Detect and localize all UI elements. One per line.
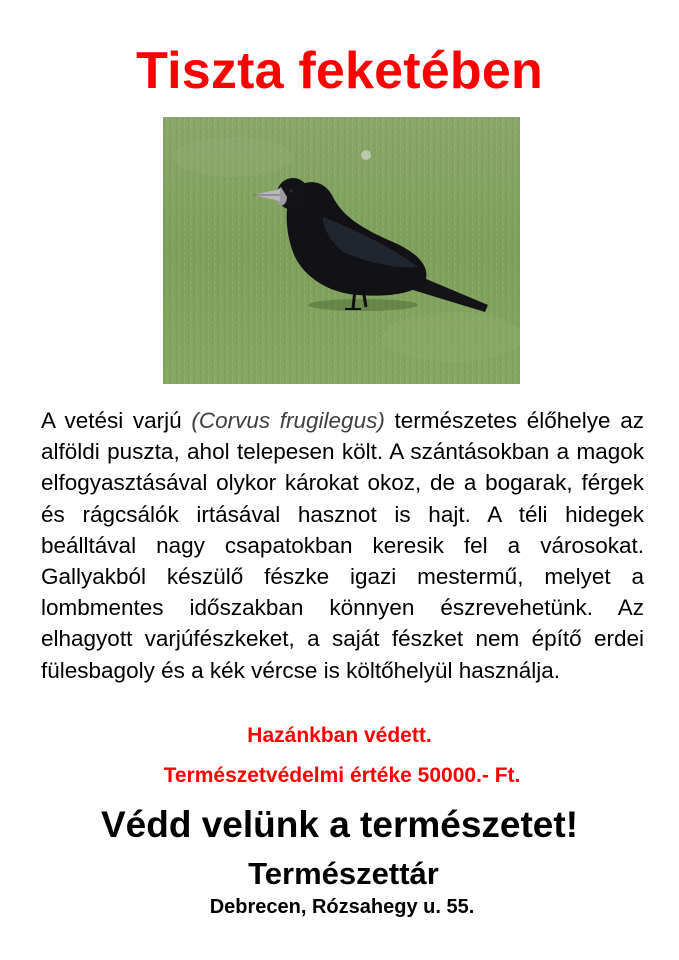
description-intro: A vetési varjú xyxy=(41,408,192,433)
latin-name: (Corvus frugilegus) xyxy=(191,408,385,433)
rook-photo xyxy=(163,117,520,384)
organization-name: Természettár xyxy=(248,856,439,891)
protected-status: Hazánkban védett. xyxy=(247,724,432,747)
description-text: természetes élőhelye az alföldi puszta, ahol telepesen költ. A szántásokban a magok elfogyasztásával olykor károkat okoz, de a bogarak, férgek és rágcsálók irtásával hasznot is hajt. A téli hidegek beálltával nagy csapatokban keresik fel a városokat. Gallyakból készülő fészke igazi mestermű, melyet a lombmentes időszakban könnyen észrevehetünk. Az elhagyott varjúfészkeket, a saját fészket nem építő erdei fülesbagoly és a kék vércse is költőhelyül használja. xyxy=(41,408,644,683)
conservation-value: Természetvédelmi értéke 50000.- Ft. xyxy=(163,764,521,787)
species-description xyxy=(41,405,644,686)
poster-title: Tiszta feketében xyxy=(136,42,543,100)
organization-address: Debrecen, Rózsahegy u. 55. xyxy=(209,896,475,918)
slogan: Védd velünk a természetet! xyxy=(100,804,579,845)
